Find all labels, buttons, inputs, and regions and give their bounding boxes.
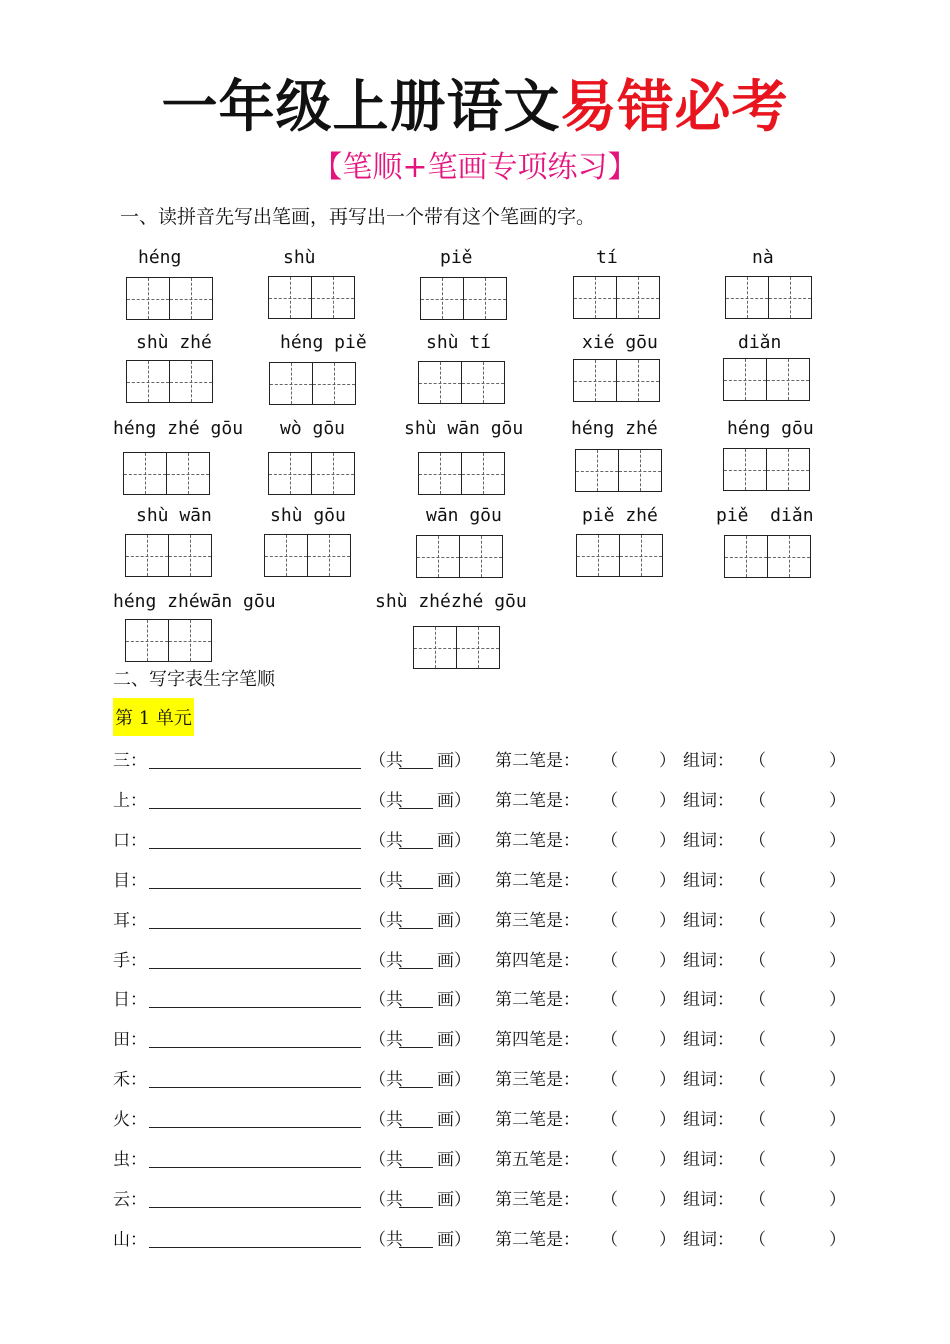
stroke-ordinal-label: 第三笔是： (495, 910, 580, 931)
stroke-order-blank[interactable] (149, 808, 361, 809)
word-label: 组词： (683, 910, 734, 931)
stroke-order-blank[interactable] (149, 928, 361, 929)
word-label: 组词： (683, 830, 734, 851)
pinyin-label: shù zhé (136, 332, 212, 353)
stroke-answer-close: ） (659, 751, 676, 771)
stroke-answer-open[interactable]: （ (601, 1189, 618, 1210)
stroke-answer-close: ） (659, 1150, 676, 1170)
stroke-order-blank[interactable] (149, 968, 361, 969)
pinyin-label: xié gōu (582, 332, 658, 353)
word-label: 组词： (683, 990, 734, 1011)
stroke-answer-open[interactable]: （ (601, 751, 618, 771)
stroke-count-open: （共 (369, 1070, 403, 1091)
stroke-order-blank[interactable] (149, 1167, 361, 1168)
stroke-count-open: （共 (369, 790, 403, 811)
stroke-ordinal-label: 第二笔是： (495, 790, 580, 811)
pinyin-label: shù tí (426, 332, 492, 353)
stroke-row (113, 906, 853, 936)
tianzi-box[interactable] (125, 619, 212, 662)
pinyin-label: wò gōu (280, 418, 346, 439)
stroke-order-blank[interactable] (149, 1127, 361, 1128)
stroke-ordinal-label: 第二笔是： (495, 1110, 580, 1131)
stroke-count-open: （共 (369, 1030, 403, 1051)
pinyin-label: héng (138, 247, 182, 268)
stroke-row (113, 826, 853, 856)
stroke-ordinal-label: 第四笔是： (495, 1030, 580, 1051)
stroke-row (113, 1145, 853, 1175)
word-answer-close: ） (829, 790, 846, 811)
stroke-count-close: 画） (437, 870, 471, 891)
stroke-answer-open[interactable]: （ (601, 790, 618, 811)
tianzi-box[interactable] (573, 359, 660, 402)
row-character: 三： (113, 751, 147, 771)
tianzi-box[interactable] (126, 360, 213, 403)
stroke-answer-open[interactable]: （ (601, 830, 618, 851)
stroke-count-blank[interactable] (399, 1207, 433, 1208)
stroke-count-open: （共 (369, 830, 403, 851)
tianzi-box[interactable] (418, 452, 505, 495)
word-label: 组词： (683, 950, 734, 971)
row-character: 虫： (113, 1150, 147, 1170)
stroke-answer-close: ） (659, 870, 676, 891)
stroke-answer-close: ） (659, 950, 676, 971)
unit-label: 第 1 单元 (113, 698, 194, 736)
word-label: 组词： (683, 790, 734, 811)
word-answer-open[interactable]: （ (749, 1150, 766, 1170)
stroke-ordinal-label: 第三笔是： (495, 1189, 580, 1210)
word-answer-open[interactable]: （ (749, 950, 766, 971)
tianzi-box[interactable] (724, 535, 811, 578)
word-label: 组词： (683, 1189, 734, 1210)
row-character: 云： (113, 1189, 147, 1210)
tianzi-box[interactable] (268, 452, 355, 495)
word-answer-open[interactable]: （ (749, 1030, 766, 1051)
stroke-answer-close: ） (659, 910, 676, 931)
stroke-ordinal-label: 第二笔是： (495, 751, 580, 771)
stroke-count-close: 画） (437, 790, 471, 811)
pinyin-label: héng gōu (727, 418, 814, 439)
pinyin-label: diǎn (738, 332, 782, 353)
word-label: 组词： (683, 1070, 734, 1091)
stroke-count-open: （共 (369, 910, 403, 931)
stroke-count-blank[interactable] (399, 1247, 433, 1248)
pinyin-label: nà (752, 247, 774, 268)
tianzi-box[interactable] (723, 358, 810, 401)
stroke-count-close: 画） (437, 910, 471, 931)
tianzi-box[interactable] (420, 277, 507, 320)
stroke-count-blank[interactable] (399, 1087, 433, 1088)
stroke-order-blank[interactable] (149, 1247, 361, 1248)
pinyin-label: héng zhé gōu (113, 418, 244, 439)
stroke-count-open: （共 (369, 870, 403, 891)
tianzi-box[interactable] (416, 535, 503, 578)
tianzi-box[interactable] (413, 626, 500, 669)
stroke-order-blank[interactable] (149, 888, 361, 889)
word-label: 组词： (683, 1030, 734, 1051)
stroke-count-blank[interactable] (399, 1007, 433, 1008)
word-label: 组词： (683, 870, 734, 891)
word-answer-open[interactable]: （ (749, 990, 766, 1011)
stroke-count-open: （共 (369, 950, 403, 971)
stroke-order-blank[interactable] (149, 768, 361, 769)
stroke-ordinal-label: 第二笔是： (495, 990, 580, 1011)
tianzi-box[interactable] (268, 276, 355, 319)
stroke-order-blank[interactable] (149, 1087, 361, 1088)
row-character: 山： (113, 1229, 147, 1250)
pinyin-label: shù wān (136, 505, 212, 526)
row-character: 上： (113, 790, 147, 811)
word-answer-close: ） (829, 990, 846, 1011)
stroke-row (113, 746, 853, 776)
word-answer-close: ） (829, 1229, 846, 1250)
pinyin-label: shù (283, 247, 316, 268)
tianzi-box[interactable] (126, 277, 213, 320)
stroke-row (113, 866, 853, 896)
stroke-count-open: （共 (369, 990, 403, 1011)
pinyin-label: wān gōu (426, 505, 502, 526)
stroke-count-close: 画） (437, 830, 471, 851)
word-answer-close: ） (829, 950, 846, 971)
tianzi-box[interactable] (725, 276, 812, 319)
tianzi-box[interactable] (123, 452, 210, 495)
pinyin-label: piě diǎn (716, 505, 814, 526)
stroke-order-blank[interactable] (149, 1207, 361, 1208)
section1-heading: 一、读拼音先写出笔画，再写出一个带有这个笔画的字。 (120, 206, 596, 228)
pinyin-label: tí (596, 247, 618, 268)
stroke-answer-open[interactable]: （ (601, 1150, 618, 1170)
stroke-count-blank[interactable] (399, 768, 433, 769)
word-answer-close: ） (829, 1189, 846, 1210)
pinyin-label: shù zhézhé gōu (375, 591, 527, 612)
word-answer-open[interactable]: （ (749, 1229, 766, 1250)
tianzi-box[interactable] (723, 448, 810, 491)
word-answer-close: ） (829, 910, 846, 931)
stroke-ordinal-label: 第二笔是： (495, 870, 580, 891)
word-answer-open[interactable]: （ (749, 830, 766, 851)
stroke-count-close: 画） (437, 1110, 471, 1131)
stroke-count-blank[interactable] (399, 968, 433, 969)
stroke-count-open: （共 (369, 1229, 403, 1250)
stroke-answer-open[interactable]: （ (601, 950, 618, 971)
page-title (0, 70, 950, 146)
row-character: 耳： (113, 910, 147, 931)
stroke-ordinal-label: 第四笔是： (495, 950, 580, 971)
section2-heading: 二、写字表生字笔顺 (113, 669, 275, 690)
row-character: 手： (113, 950, 147, 971)
stroke-count-blank[interactable] (399, 888, 433, 889)
row-character: 火： (113, 1110, 147, 1131)
word-answer-open[interactable]: （ (749, 1189, 766, 1210)
stroke-answer-open[interactable]: （ (601, 1030, 618, 1051)
word-answer-open[interactable]: （ (749, 1110, 766, 1131)
word-answer-close: ） (829, 830, 846, 851)
tianzi-box[interactable] (269, 362, 356, 405)
stroke-row (113, 1025, 853, 1055)
stroke-row (113, 946, 853, 976)
pinyin-label: piě zhé (582, 505, 658, 526)
word-answer-close: ） (829, 751, 846, 771)
stroke-answer-close: ） (659, 1229, 676, 1250)
stroke-ordinal-label: 第三笔是： (495, 1070, 580, 1091)
stroke-count-close: 画） (437, 990, 471, 1011)
stroke-count-open: （共 (369, 1189, 403, 1210)
word-answer-close: ） (829, 1150, 846, 1170)
word-label: 组词： (683, 1110, 734, 1131)
tianzi-box[interactable] (125, 534, 212, 577)
stroke-row (113, 1065, 853, 1095)
row-character: 田： (113, 1030, 147, 1051)
stroke-ordinal-label: 第二笔是： (495, 1229, 580, 1250)
tianzi-box[interactable] (576, 534, 663, 577)
word-label: 组词： (683, 1229, 734, 1250)
stroke-ordinal-label: 第五笔是： (495, 1150, 580, 1170)
stroke-count-close: 画） (437, 751, 471, 771)
word-answer-open[interactable]: （ (749, 790, 766, 811)
tianzi-box[interactable] (418, 361, 505, 404)
stroke-answer-close: ） (659, 1110, 676, 1131)
word-answer-close: ） (829, 1070, 846, 1091)
stroke-answer-open[interactable]: （ (601, 910, 618, 931)
stroke-answer-open[interactable]: （ (601, 1110, 618, 1131)
stroke-answer-open[interactable]: （ (601, 1070, 618, 1091)
stroke-count-blank[interactable] (399, 1127, 433, 1128)
stroke-row (113, 1105, 853, 1135)
row-character: 目： (113, 870, 147, 891)
word-answer-open[interactable]: （ (749, 1070, 766, 1091)
row-character: 口： (113, 830, 147, 851)
word-answer-close: ） (829, 1030, 846, 1051)
stroke-answer-open[interactable]: （ (601, 990, 618, 1011)
stroke-row (113, 1225, 853, 1255)
stroke-order-blank[interactable] (149, 848, 361, 849)
tianzi-box[interactable] (264, 534, 351, 577)
stroke-count-close: 画） (437, 1150, 471, 1170)
word-answer-open[interactable]: （ (749, 870, 766, 891)
stroke-answer-open[interactable]: （ (601, 870, 618, 891)
row-character: 日： (113, 990, 147, 1011)
title-main: 一年级上册语文 (161, 75, 561, 140)
word-answer-close: ） (829, 870, 846, 891)
word-answer-open[interactable]: （ (749, 910, 766, 931)
stroke-answer-close: ） (659, 1189, 676, 1210)
page-subtitle: 【笔顺+笔画专项练习】 (312, 150, 638, 185)
stroke-count-close: 画） (437, 1229, 471, 1250)
stroke-count-blank[interactable] (399, 928, 433, 929)
tianzi-box[interactable] (573, 276, 660, 319)
tianzi-box[interactable] (575, 449, 662, 492)
pinyin-label: héng piě (280, 332, 367, 353)
stroke-row (113, 985, 853, 1015)
stroke-count-open: （共 (369, 1110, 403, 1131)
stroke-count-blank[interactable] (399, 808, 433, 809)
stroke-count-blank[interactable] (399, 1047, 433, 1048)
stroke-order-blank[interactable] (149, 1047, 361, 1048)
word-answer-open[interactable]: （ (749, 751, 766, 771)
stroke-answer-open[interactable]: （ (601, 1229, 618, 1250)
stroke-answer-close: ） (659, 990, 676, 1011)
stroke-count-close: 画） (437, 950, 471, 971)
row-character: 禾： (113, 1070, 147, 1091)
stroke-count-blank[interactable] (399, 848, 433, 849)
stroke-count-close: 画） (437, 1030, 471, 1051)
pinyin-label: piě (440, 247, 473, 268)
stroke-answer-close: ） (659, 1030, 676, 1051)
title-highlight: 易错必考 (560, 75, 789, 140)
stroke-answer-close: ） (659, 1070, 676, 1091)
stroke-order-blank[interactable] (149, 1007, 361, 1008)
stroke-count-open: （共 (369, 1150, 403, 1170)
stroke-answer-close: ） (659, 830, 676, 851)
stroke-ordinal-label: 第二笔是： (495, 830, 580, 851)
stroke-row (113, 786, 853, 816)
pinyin-label: héng zhé (571, 418, 658, 439)
stroke-answer-close: ） (659, 790, 676, 811)
stroke-count-open: （共 (369, 751, 403, 771)
stroke-count-close: 画） (437, 1189, 471, 1210)
word-label: 组词： (683, 1150, 734, 1170)
pinyin-label: héng zhéwān gōu (113, 591, 276, 612)
stroke-row (113, 1185, 853, 1215)
stroke-count-close: 画） (437, 1070, 471, 1091)
word-label: 组词： (683, 751, 734, 771)
pinyin-label: shù gōu (270, 505, 346, 526)
pinyin-label: shù wān gōu (404, 418, 524, 439)
stroke-count-blank[interactable] (399, 1167, 433, 1168)
word-answer-close: ） (829, 1110, 846, 1131)
